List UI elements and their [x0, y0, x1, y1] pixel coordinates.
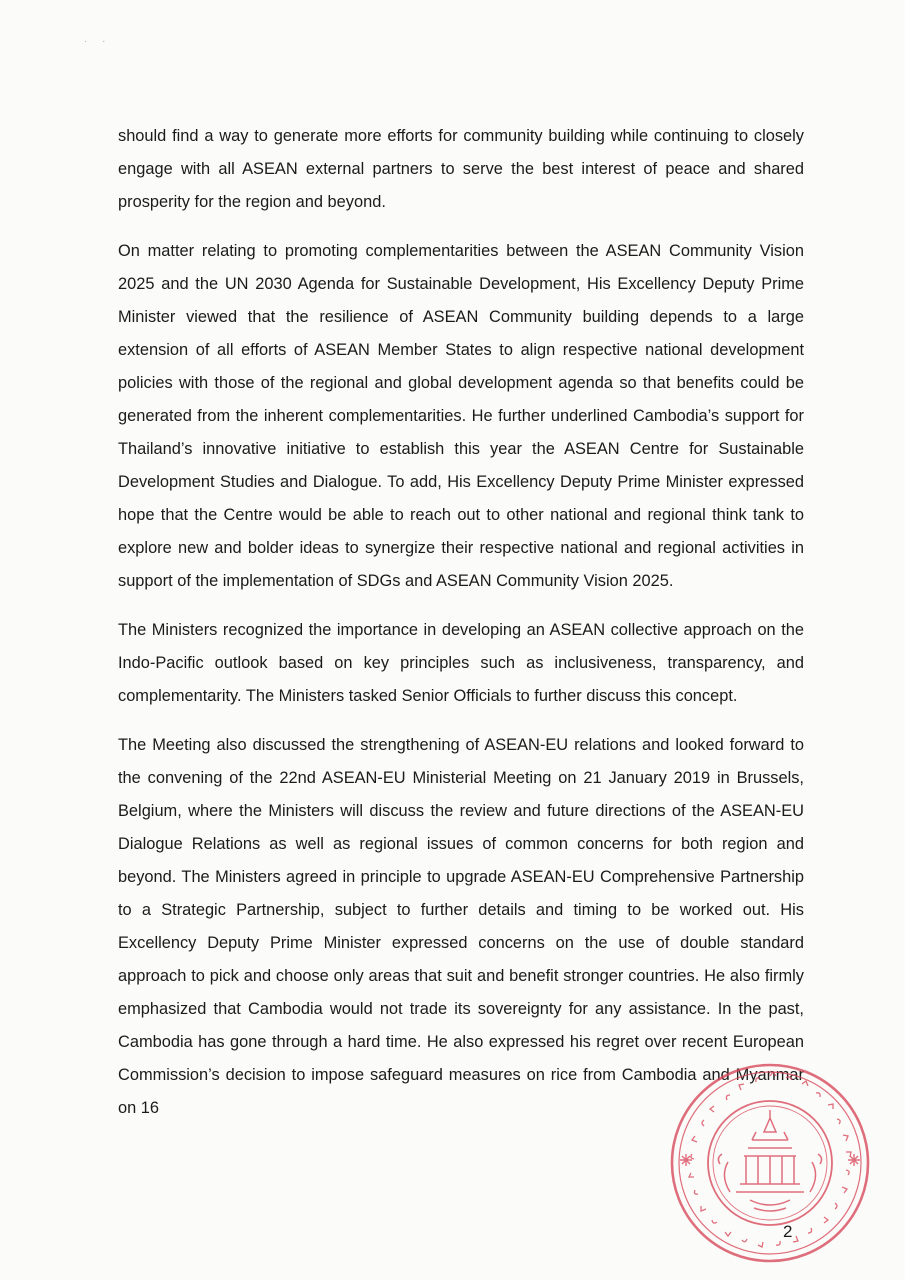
paragraph-1: should find a way to generate more efforts for community building while continuing to closely engage with all ASEAN external partners to serve the best interest of peace and shared prosperity for the region and beyond.: [118, 127, 804, 211]
paragraph-4: The Meeting also discussed the strengthening of ASEAN-EU relations and looked forward to the convening of the 22nd ASEAN-EU Ministerial Meeting on 21 January 2019 in Brussels, Belgium, where the Ministers will discuss the review and future directions of the ASEAN-EU Dialogue Relations as well as regional issues of common concerns for both region and beyond. The Ministers agreed in principle to upgrade ASEAN-EU Comprehensive Partnership to a Strategic Partnership, subject to further details and timing to be worked out. His Excellency Deputy Prime Minister expressed concerns on the use of double standard approach to pick and choose only areas that suit and benefit stronger countries. He also firmly emphasized that Cambodia would not trade its sovereignty for any assistance. In the past, Cambodia has gone through a hard time. He also expressed his regret over recent European Commission’s decision to impose safeguard measures on rice from Cambodia and Myanmar on 16: [118, 736, 804, 1117]
body-text: [118, 120, 804, 1141]
page-number: 2: [783, 1222, 793, 1241]
paragraph-3: The Ministers recognized the importance in developing an ASEAN collective approach on the Indo-Pacific outlook based on key principles such as inclusiveness, transparency, and complementarity. The Ministers tasked Senior Officials to further discuss this concept.: [118, 621, 804, 705]
corner-marks: · ·: [84, 36, 112, 47]
official-seal-stamp: [668, 1058, 872, 1268]
paragraph-2: On matter relating to promoting complementarities between the ASEAN Community Vision 2025 and the UN 2030 Agenda for Sustainable Development, His Excellency Deputy Prime Minister viewed that the resilience of ASEAN Community building depends to a large extension of all efforts of ASEAN Member States to align respective national development policies with those of the regional and global development agenda so that benefits could be generated from the inherent complementarities. He further underlined Cambodia’s support for Thailand’s innovative initiative to establish this year the ASEAN Centre for Sustainable Development Studies and Dialogue. To add, His Excellency Deputy Prime Minister expressed hope that the Centre would be able to reach out to other national and regional think tank to explore new and bolder ideas to synergize their respective national and regional activities in support of the implementation of SDGs and ASEAN Community Vision 2025.: [118, 242, 804, 590]
